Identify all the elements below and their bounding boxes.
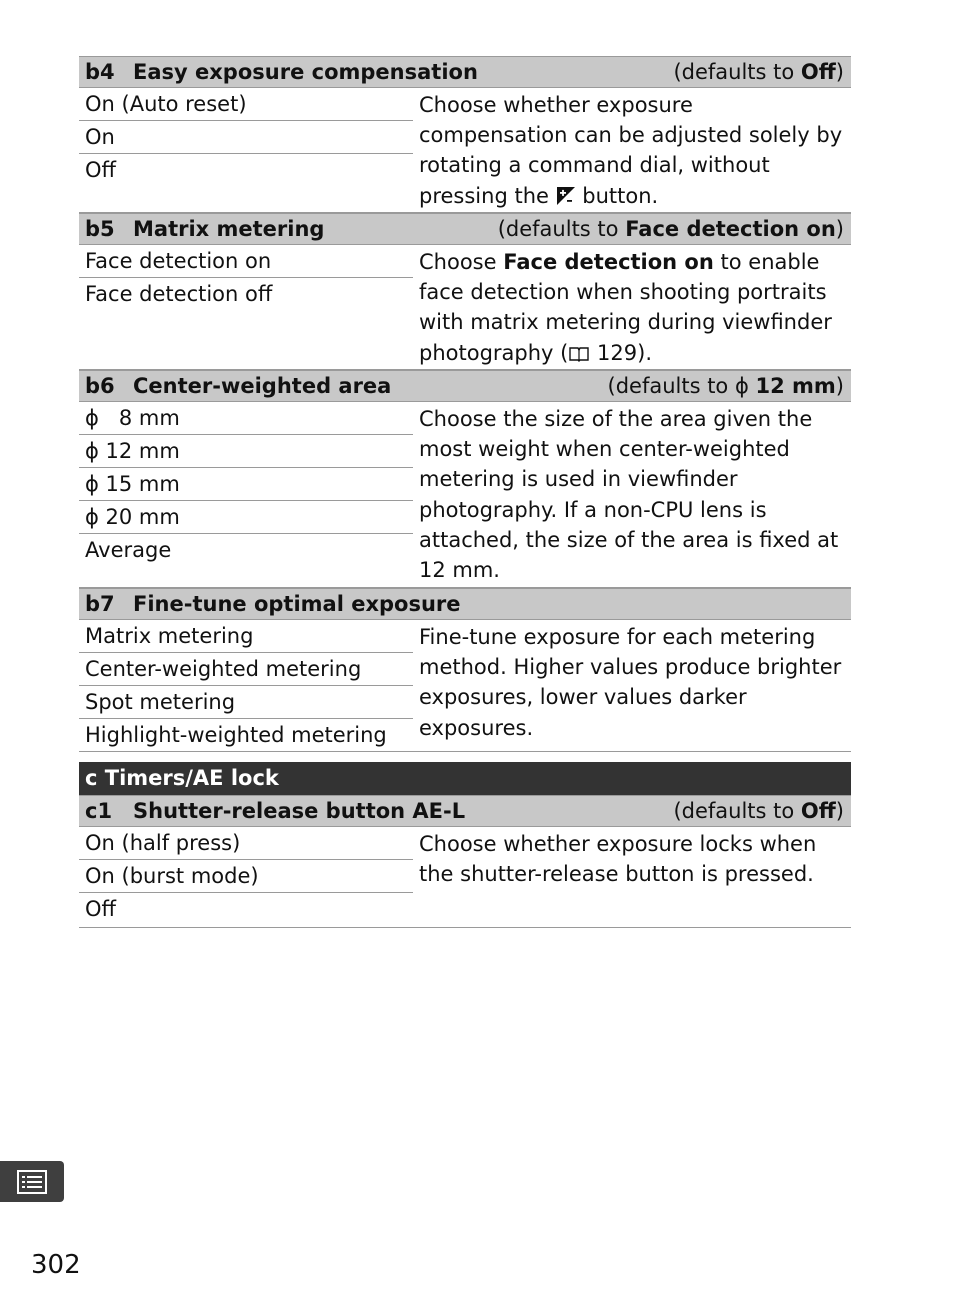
section-header: [79, 370, 851, 402]
book-icon: [568, 340, 590, 370]
default-value: Off: [800, 799, 836, 823]
exposure-compensation-icon: [557, 187, 575, 205]
section-code: c1: [85, 799, 113, 823]
menu-guide-content: [79, 56, 851, 928]
option-item: On (half press): [79, 827, 413, 860]
option-item: On: [79, 121, 413, 154]
section-b5: [79, 213, 851, 370]
section-code: b4: [85, 60, 115, 84]
chapter-header: c Timers/AE lock: [79, 762, 851, 795]
option-item: Face detection on: [79, 245, 413, 278]
default-value: Off: [800, 60, 836, 84]
default-note: (defaults to Face detection on): [497, 217, 844, 241]
default-value: 12 mm: [755, 374, 836, 398]
section-b6: [79, 370, 851, 588]
section-title: Shutter-release button AE-L: [133, 799, 466, 823]
default-note: (defaults to ϕ 12 mm): [607, 374, 844, 398]
default-note: (defaults to Off): [673, 799, 844, 823]
section-title: Easy exposure compensation: [133, 60, 478, 84]
section-code: b7: [85, 592, 115, 616]
menu-list-icon[interactable]: [0, 1161, 64, 1202]
option-item: Matrix metering: [79, 620, 413, 653]
option-item: On (Auto reset): [79, 88, 413, 121]
section-header: [79, 795, 851, 827]
option-item: ϕ 20 mm: [79, 501, 413, 534]
option-item: On (burst mode): [79, 860, 413, 893]
option-description: Choose whether exposure compensation can be adjusted solely by rotating a command dial, without pressing the button.: [419, 93, 843, 208]
option-item: Face detection off: [85, 282, 273, 306]
default-value: Face detection on: [625, 217, 836, 241]
section-c1: [79, 795, 851, 928]
section-title: Fine-tune optimal exposure: [133, 592, 461, 616]
option-item: Average: [85, 538, 172, 562]
option-item: Center-weighted metering: [79, 653, 413, 686]
section-header: [79, 588, 851, 620]
page-reference[interactable]: 129: [597, 340, 638, 365]
option-description: Choose whether exposure locks when the shutter-release button is pressed.: [419, 832, 817, 887]
section-b7: [79, 588, 851, 752]
option-item: Highlight-weighted metering: [85, 723, 387, 747]
option-description: Fine-tune exposure for each metering method. Higher values produce brighter exposures, lower values darker exposures.: [419, 625, 842, 740]
option-description: Choose the size of the area given the most weight when center-weighted metering is used in viewfinder photography. If a non-CPU lens is attached, the size of the area is fixed at 12 mm.: [419, 407, 839, 583]
option-item: ϕ 8 mm: [79, 402, 413, 435]
section-b4: [79, 56, 851, 213]
option-item: ϕ 12 mm: [79, 435, 413, 468]
page-number: 302: [31, 1250, 81, 1280]
section-code: b6: [85, 374, 115, 398]
section-code: b5: [85, 217, 115, 241]
section-title: Center-weighted area: [133, 374, 392, 398]
option-item: ϕ 15 mm: [79, 468, 413, 501]
option-item: Off: [85, 158, 116, 182]
section-header: [79, 213, 851, 245]
default-note: (defaults to Off): [673, 60, 844, 84]
section-title: Matrix metering: [133, 217, 325, 241]
section-header: [79, 56, 851, 88]
option-description: Choose Face detection on to enable face detection when shooting portraits with matrix metering during viewfinder photography ( 129).: [413, 245, 851, 369]
option-item: Spot metering: [79, 686, 413, 719]
option-item: Off: [85, 897, 116, 921]
